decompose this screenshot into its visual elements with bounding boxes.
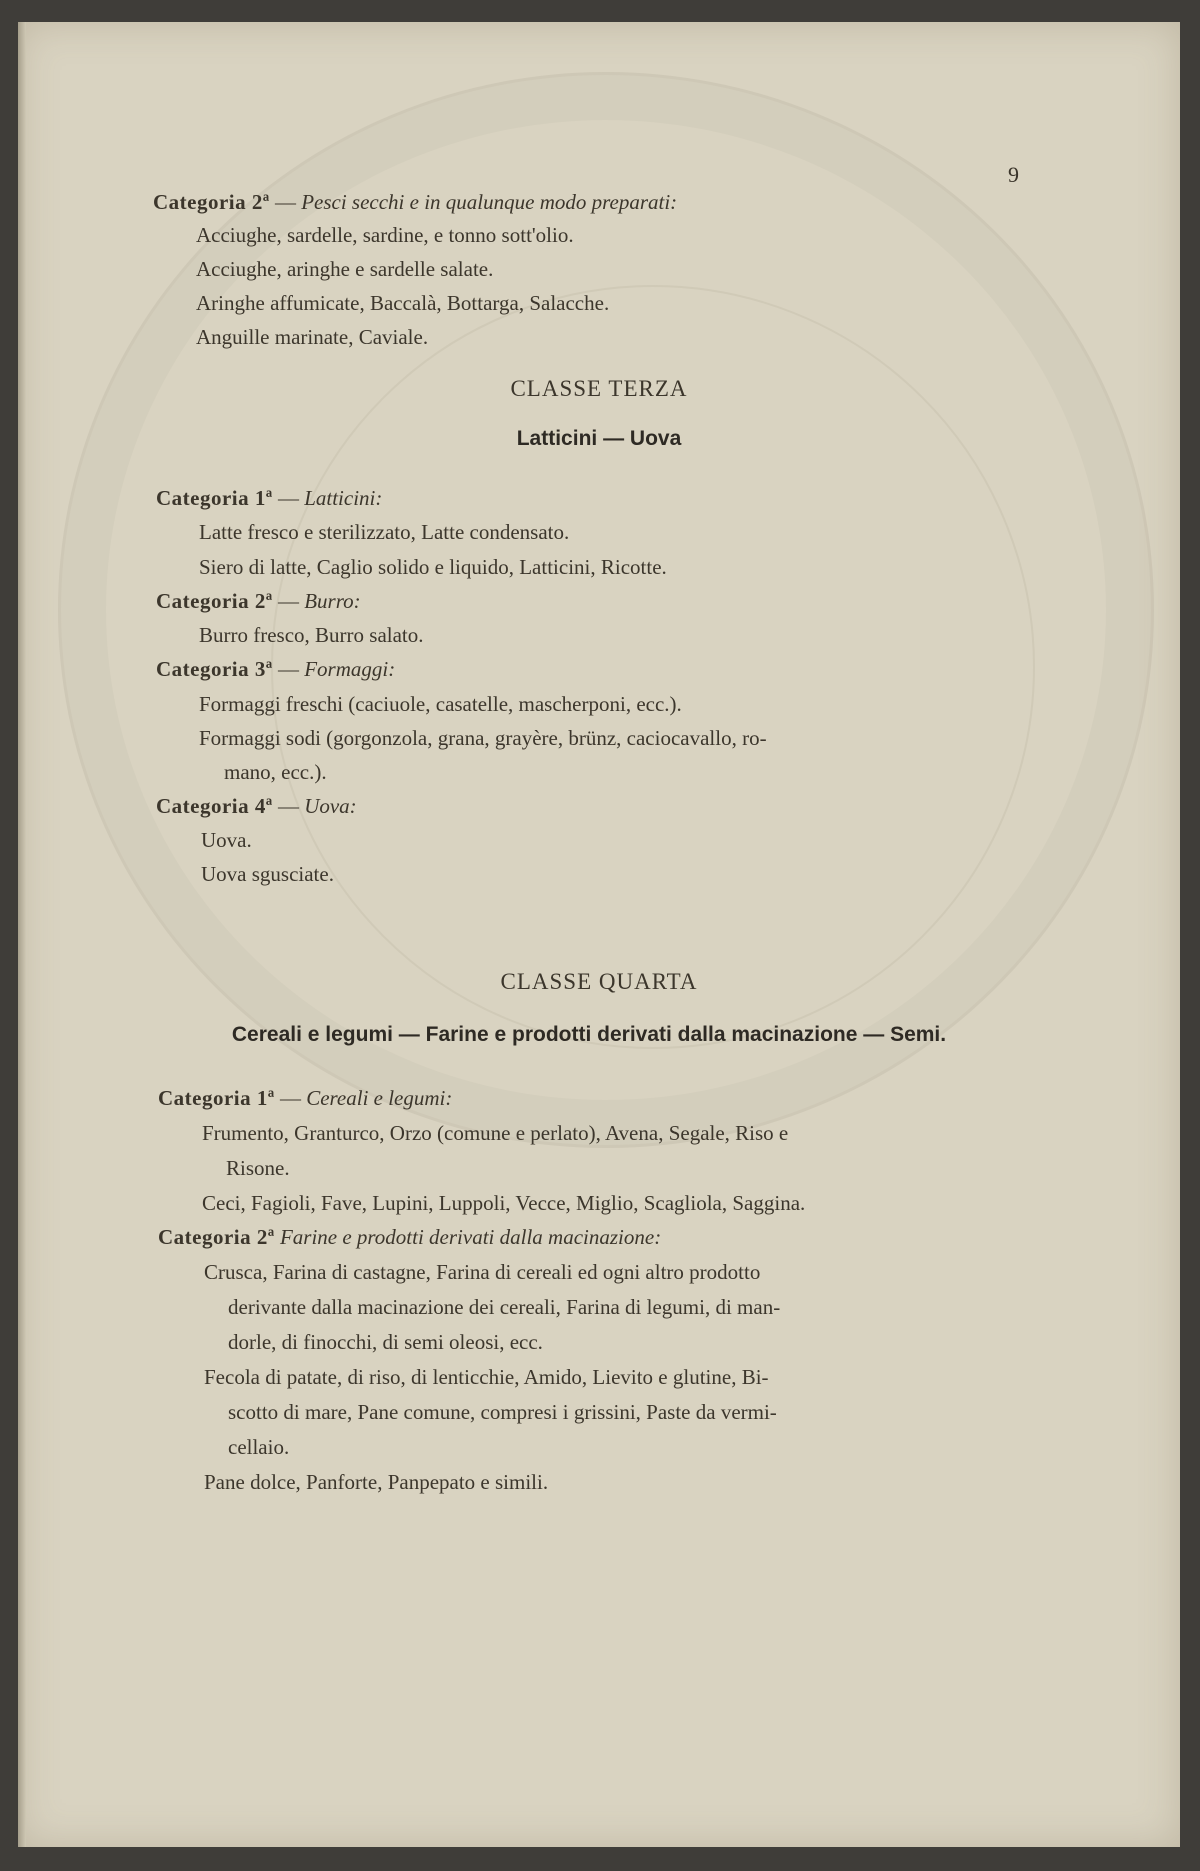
list-item: Latte fresco e sterilizzato, Latte condensato.	[199, 520, 570, 544]
category-heading	[156, 794, 357, 819]
category-heading	[158, 1225, 661, 1250]
list-item: Acciughe, sardelle, sardine, e tonno sott'olio.	[196, 223, 574, 247]
class-quarta-title: CLASSE QUARTA	[500, 969, 698, 994]
category-dash: —	[279, 1086, 301, 1110]
list-item-continuation: dorle, di finocchi, di semi oleosi, ecc.	[228, 1330, 543, 1354]
category-heading	[156, 589, 361, 614]
category-title: Cereali e legumi:	[306, 1086, 453, 1110]
category-label: Categoria 3ª	[156, 657, 273, 681]
category-title: Uova:	[304, 794, 357, 818]
category-title: Farine e prodotti derivati dalla macinazione:	[279, 1225, 662, 1249]
category-heading	[158, 1086, 452, 1111]
list-item-continuation: derivante dalla macinazione dei cereali, Farina di legumi, di man-	[228, 1295, 781, 1319]
list-item-continuation: Risone.	[226, 1156, 290, 1180]
list-item: Crusca, Farina di castagne, Farina di cereali ed ogni altro prodotto	[204, 1260, 761, 1284]
page-binding-edge	[18, 22, 26, 1847]
category-label: Categoria 1ª	[156, 486, 273, 510]
category-label: Categoria 2ª	[153, 190, 270, 214]
category-heading	[156, 486, 382, 511]
list-item: Burro fresco, Burro salato.	[199, 623, 424, 647]
category-label: Categoria 4ª	[156, 794, 273, 818]
category-title: Pesci secchi e in qualunque modo preparati:	[301, 190, 678, 214]
category-label: Categoria 1ª	[158, 1086, 275, 1110]
category-dash: —	[277, 657, 299, 681]
category-title: Latticini:	[304, 486, 383, 510]
list-item: Siero di latte, Caglio solido e liquido, Latticini, Ricotte.	[199, 555, 667, 579]
category-title: Burro:	[304, 589, 361, 613]
list-item: Formaggi freschi (caciuole, casatelle, mascherponi, ecc.).	[199, 692, 682, 716]
page-number: 9	[1008, 162, 1019, 187]
list-item: Pane dolce, Panforte, Panpepato e simili.	[204, 1470, 549, 1494]
list-item: Anguille marinate, Caviale.	[196, 325, 429, 349]
category-title: Formaggi:	[304, 657, 396, 681]
list-item: Uova sgusciate.	[201, 862, 334, 886]
list-item: Ceci, Fagioli, Fave, Lupini, Luppoli, Vecce, Miglio, Scagliola, Saggina.	[202, 1191, 806, 1215]
category-dash: —	[274, 190, 296, 214]
class-terza-subtitle: Latticini — Uova	[516, 427, 682, 450]
category-heading	[156, 657, 395, 682]
category-heading	[153, 190, 677, 215]
list-item: Frumento, Granturco, Orzo (comune e perlato), Avena, Segale, Riso e	[202, 1121, 789, 1145]
document-page	[18, 22, 1180, 1847]
category-dash: —	[277, 794, 299, 818]
class-quarta-subtitle: Cereali e legumi — Farine e prodotti derivati dalla macinazione — Semi.	[231, 1023, 947, 1046]
list-item: Formaggi sodi (gorgonzola, grana, grayère, brünz, caciocavallo, ro-	[199, 726, 767, 750]
category-label: Categoria 2ª	[156, 589, 273, 613]
list-item: Fecola di patate, di riso, di lenticchie, Amido, Lievito e glutine, Bi-	[204, 1365, 769, 1389]
list-item-continuation: mano, ecc.).	[224, 760, 327, 784]
list-item: Acciughe, aringhe e sardelle salate.	[196, 257, 494, 281]
list-item: Uova.	[201, 828, 252, 852]
class-terza-title: CLASSE TERZA	[510, 376, 688, 401]
list-item: Aringhe affumicate, Baccalà, Bottarga, Salacche.	[196, 291, 610, 315]
list-item-continuation: scotto di mare, Pane comune, compresi i grissini, Paste da vermi-	[228, 1400, 777, 1424]
list-item-continuation: cellaio.	[228, 1435, 290, 1459]
category-dash: —	[277, 589, 299, 613]
category-dash: —	[277, 486, 299, 510]
category-label: Categoria 2ª	[158, 1225, 275, 1249]
